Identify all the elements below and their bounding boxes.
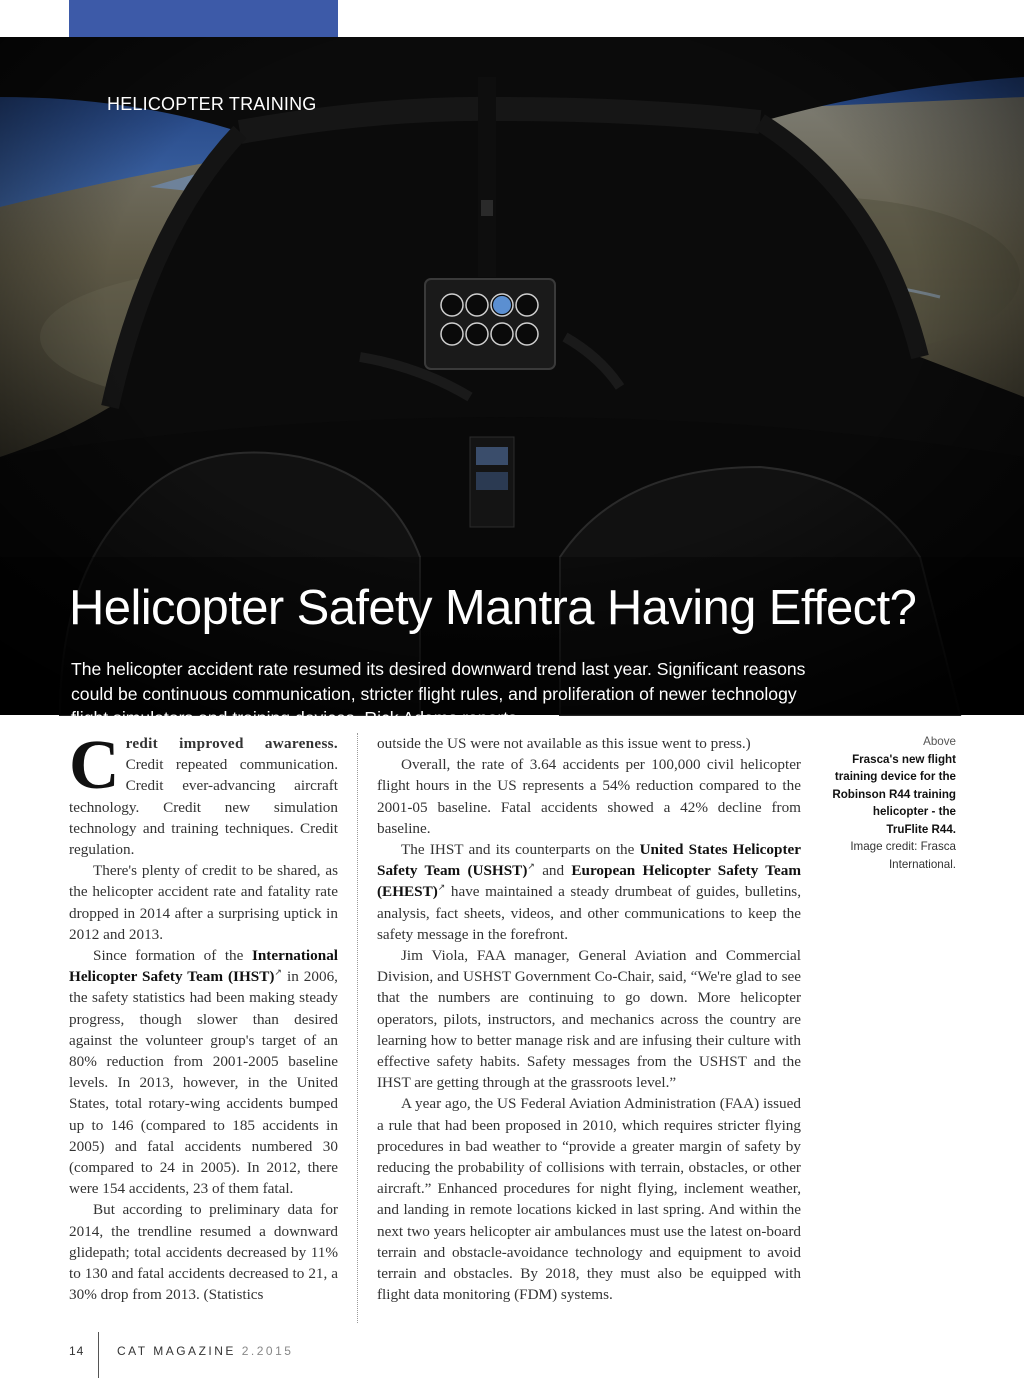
article-paragraph (69, 945, 338, 1199)
issue-number: 2.2015 (241, 1344, 294, 1358)
article-headline: Helicopter Safety Mantra Having Effect? (69, 581, 917, 635)
paragraph-text: The IHST and its counterparts on the (401, 841, 635, 859)
article-paragraph: There's plenty of credit to be shared, as the helicopter accident rate and fatality rate dropped in 2014 after a surprising uptick in 2012 and 2013. (69, 862, 338, 943)
column-divider (357, 733, 358, 1323)
article-column-1 (69, 727, 339, 1305)
section-label: HELICOPTER TRAINING (107, 94, 317, 114)
article-paragraph (377, 839, 801, 945)
page-number: 14 (69, 1344, 85, 1358)
article-paragraph: A year ago, the US Federal Aviation Administration (FAA) issued a rule that had been proposed in 2010, which requires stricter flying procedures in bad weather to “provide a greater margin of safety by reducing the probability of collisions with terrain, obstacles, or other aircraft.” Enhanced procedures for night flying, inclement weather, and landing in remote locations kicked in last spring. And within the next two years helicopter air ambulances must use the latest on-board terrain and obstacle-avoidance technology and equipment to avoid terrain and obstacles. By 2018, they must also be equipped with flight data monitoring (FDM) systems. (377, 1095, 801, 1304)
caption-credit: Image credit: Frasca International. (850, 840, 956, 871)
footer-divider (98, 1332, 99, 1378)
article-deck (71, 657, 831, 731)
deck-text: The helicopter accident rate resumed its desired downward trend last year. Significant reasons could be continuous communication, stricter flight rules, and proliferation of newer technology flight simulators and training devices. (71, 659, 806, 729)
article-column-2 (377, 733, 801, 1305)
link-icon: ↗ (527, 861, 535, 872)
org-link-ushst[interactable]: United States Helicopter Safety Team (USHST) (377, 841, 801, 880)
org-link-ehest[interactable]: European Helicopter Safety Team (EHEST) (377, 862, 802, 901)
article-paragraph: outside the US were not available as this issue went to press.) (377, 735, 751, 752)
caption-label: Above (923, 735, 956, 748)
org-link-ihst[interactable]: International Helicopter Safety Team (IHST) (69, 947, 339, 986)
section-tab (69, 0, 338, 37)
link-icon: ↗ (274, 967, 282, 978)
deck-suffix: reports. (462, 708, 522, 729)
paragraph-text: in 2006, the safety statistics had been making steady progress, though slower than desired against the volunteer group's target of an 80% reduction from 2001-2005 baseline levels. In 2013, however, in the United States, total rotary-wing accidents bumped up to 146 (compared to 185 accidents in 2005) and fatal accidents numbered 30 (compared to 24 in 2005). In 2012, there were 154 accidents, 23 of them fatal. (69, 968, 338, 1198)
article-paragraph (69, 727, 338, 860)
paragraph-text: have maintained a steady drumbeat of guides, bulletins, analysis, fact sheets, videos, and other communications to keep the safety message in the forefront. (377, 883, 802, 943)
paragraph-text: and (542, 862, 565, 880)
drop-cap: C (69, 727, 120, 804)
article-paragraph: But according to preliminary data for 2014, the trendline resumed a downward glidepath; total accidents decreased by 11% to 130 and fatal accidents decreased to 21, a 30% drop from 2013. (Statistics (69, 1201, 338, 1304)
paragraph-text: Credit repeated communication. Credit ever-advancing aircraft technology. Credit new simulation technology and training techniques. Credit regulation. (69, 756, 338, 859)
caption-text: Frasca's new flight training device for the Robinson R44 training helicopter - the TruFlite R44. (832, 752, 956, 836)
footer-magazine (117, 1344, 293, 1358)
paragraph-text: Since formation of the (93, 947, 244, 965)
deck-author: Rick Adams (364, 708, 458, 729)
hero-image (0, 37, 1024, 729)
article-paragraph: Jim Viola, FAA manager, General Aviation and Commercial Division, and USHST Government Co-Chair, said, “We're glad to see that the numbers are continuing to go down. More helicopter operators, pilots, instructors, and mechanics across the country are learning how to better manage risk and are infusing their culture with effective safety habits. Safety messages from the USHST and the IHST are getting through at the grassroots level.” (377, 947, 801, 1092)
article-paragraph: Overall, the rate of 3.64 accidents per 100,000 civil helicopter flight hours in the US represents a 54% reduction compared to the 2001-05 baseline. Fatal accidents showed a 42% decline from baseline. (377, 756, 801, 837)
image-caption (830, 733, 956, 873)
magazine-name: CAT MAGAZINE (117, 1344, 236, 1358)
lead-in: redit improved awareness. (125, 735, 338, 752)
link-icon: ↗ (437, 882, 446, 893)
